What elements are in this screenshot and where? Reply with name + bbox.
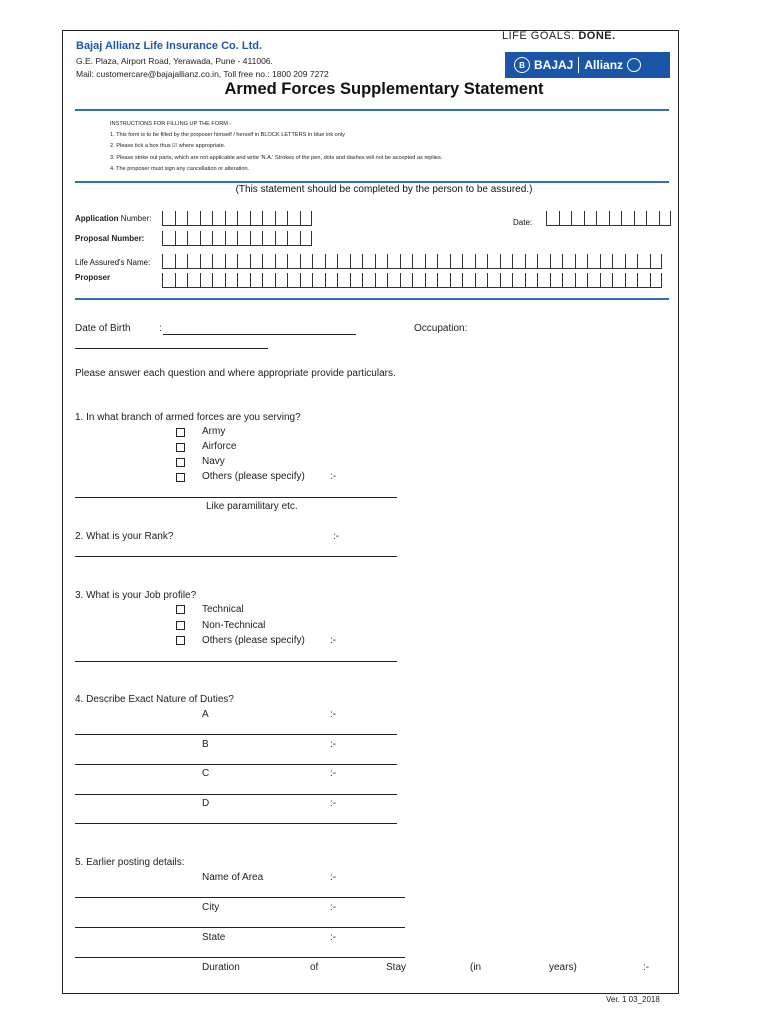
navy-checkbox[interactable] bbox=[176, 458, 185, 467]
technical-checkbox[interactable] bbox=[176, 605, 185, 614]
intro-text: Please answer each question and where appropriate provide particulars. bbox=[75, 368, 396, 379]
date-label: Date: bbox=[513, 218, 533, 227]
duration-in: (in bbox=[470, 962, 482, 973]
q2-question: 2. What is your Rank? bbox=[75, 531, 174, 542]
version-label: Ver. 1 03_2018 bbox=[606, 995, 660, 1004]
application-number-boxes[interactable] bbox=[162, 211, 312, 226]
proposer-name-boxes[interactable] bbox=[162, 273, 662, 288]
occupation-input-line[interactable] bbox=[75, 348, 268, 349]
non-technical-checkbox[interactable] bbox=[176, 621, 185, 630]
area-label: Name of Area bbox=[202, 872, 264, 883]
duty-c-label: C bbox=[202, 768, 210, 779]
q1-note: Like paramilitary etc. bbox=[206, 501, 298, 512]
q1-question: 1. In what branch of armed forces are you serving? bbox=[75, 412, 301, 423]
assured-note: (This statement should be completed by the person to be assured.) bbox=[235, 184, 533, 195]
option-army: Army bbox=[202, 426, 226, 437]
dob-colon: : bbox=[159, 323, 162, 334]
proposal-number-label: Proposal Number: bbox=[75, 234, 145, 243]
others-checkbox[interactable] bbox=[176, 473, 185, 482]
proposer-label: Proposer bbox=[75, 273, 111, 282]
proposal-number-boxes[interactable] bbox=[162, 231, 312, 246]
state-line[interactable] bbox=[75, 957, 405, 958]
q3-question: 3. What is your Job profile? bbox=[75, 590, 197, 601]
life-assured-label: Life Assured's Name: bbox=[75, 258, 151, 267]
date-boxes[interactable] bbox=[546, 211, 671, 226]
divider bbox=[75, 298, 669, 300]
q5-question: 5. Earlier posting details: bbox=[75, 857, 185, 868]
instruction-1: 1. This form is to be filled by the proposer himself / herself in BLOCK LETTERS in blue ink only bbox=[110, 132, 345, 138]
occupation-label: Occupation: bbox=[414, 323, 468, 334]
bajaj-allianz-logo: B BAJAJ Allianz bbox=[505, 52, 670, 78]
duty-b-line[interactable] bbox=[75, 764, 397, 765]
duty-d-line[interactable] bbox=[75, 823, 397, 824]
instruction-4: 4. The proposer must sign any cancellation or alteration. bbox=[110, 166, 250, 172]
option-job-others: Others (please specify) bbox=[202, 635, 305, 646]
bajaj-emblem-icon: B bbox=[514, 57, 530, 73]
instruction-3: 3. Please strike out parts, which are not applicable and write 'N.A.' Strokes of the pen, dots and dashes will not be accepted as replies. bbox=[110, 155, 443, 161]
company-name: Bajaj Allianz Life Insurance Co. Ltd. bbox=[76, 40, 263, 52]
duty-b-colon: :- bbox=[330, 739, 337, 750]
city-line[interactable] bbox=[75, 927, 405, 928]
tagline: LIFE GOALS. DONE. bbox=[502, 30, 616, 42]
q1-answer-line[interactable] bbox=[75, 497, 397, 498]
duration-stay: Stay bbox=[386, 962, 407, 973]
form-border bbox=[62, 30, 679, 994]
duration-years: years) bbox=[549, 962, 577, 973]
q1-colon: :- bbox=[330, 471, 337, 482]
duration-of: of bbox=[310, 962, 319, 973]
option-others: Others (please specify) bbox=[202, 471, 305, 482]
state-colon: :- bbox=[330, 932, 337, 943]
state-label: State bbox=[202, 932, 226, 943]
option-non-technical: Non-Technical bbox=[202, 620, 266, 631]
dob-input-line[interactable] bbox=[163, 334, 356, 335]
application-number-label: Application Number: bbox=[75, 214, 152, 223]
form-title: Armed Forces Supplementary Statement bbox=[224, 80, 544, 98]
option-airforce: Airforce bbox=[202, 441, 237, 452]
divider bbox=[75, 181, 669, 183]
airforce-checkbox[interactable] bbox=[176, 443, 185, 452]
divider bbox=[75, 109, 669, 111]
duration-word: Duration bbox=[202, 962, 240, 973]
life-assured-name-boxes[interactable] bbox=[162, 254, 662, 269]
job-others-checkbox[interactable] bbox=[176, 636, 185, 645]
duty-c-colon: :- bbox=[330, 768, 337, 779]
area-colon: :- bbox=[330, 872, 337, 883]
instruction-2: 2. Please tick a box thus ☑ where appropriate. bbox=[110, 143, 226, 149]
duty-a-line[interactable] bbox=[75, 734, 397, 735]
q2-answer-line[interactable] bbox=[75, 556, 397, 557]
duty-c-line[interactable] bbox=[75, 794, 397, 795]
duty-a-label: A bbox=[202, 709, 209, 720]
option-technical: Technical bbox=[202, 604, 244, 615]
q2-colon: :- bbox=[333, 531, 340, 542]
allianz-eagle-icon bbox=[627, 58, 641, 72]
city-colon: :- bbox=[330, 902, 337, 913]
duty-d-colon: :- bbox=[330, 798, 337, 809]
duty-d-label: D bbox=[202, 798, 210, 809]
company-address: G.E. Plaza, Airport Road, Yerawada, Pune - 411006. bbox=[76, 56, 273, 66]
option-navy: Navy bbox=[202, 456, 225, 467]
company-contact: Mail: customercare@bajajallianz.co.in, Toll free no.: 1800 209 7272 bbox=[76, 69, 329, 79]
q3-colon: :- bbox=[330, 635, 337, 646]
q3-answer-line[interactable] bbox=[75, 661, 397, 662]
area-line[interactable] bbox=[75, 897, 405, 898]
duty-a-colon: :- bbox=[330, 709, 337, 720]
instructions-heading: INSTRUCTIONS FOR FILLING UP THE FORM - bbox=[110, 121, 232, 127]
q4-question: 4. Describe Exact Nature of Duties? bbox=[75, 694, 234, 705]
duty-b-label: B bbox=[202, 739, 209, 750]
duration-colon: :- bbox=[643, 962, 650, 973]
city-label: City bbox=[202, 902, 220, 913]
army-checkbox[interactable] bbox=[176, 428, 185, 437]
dob-label: Date of Birth bbox=[75, 323, 131, 334]
